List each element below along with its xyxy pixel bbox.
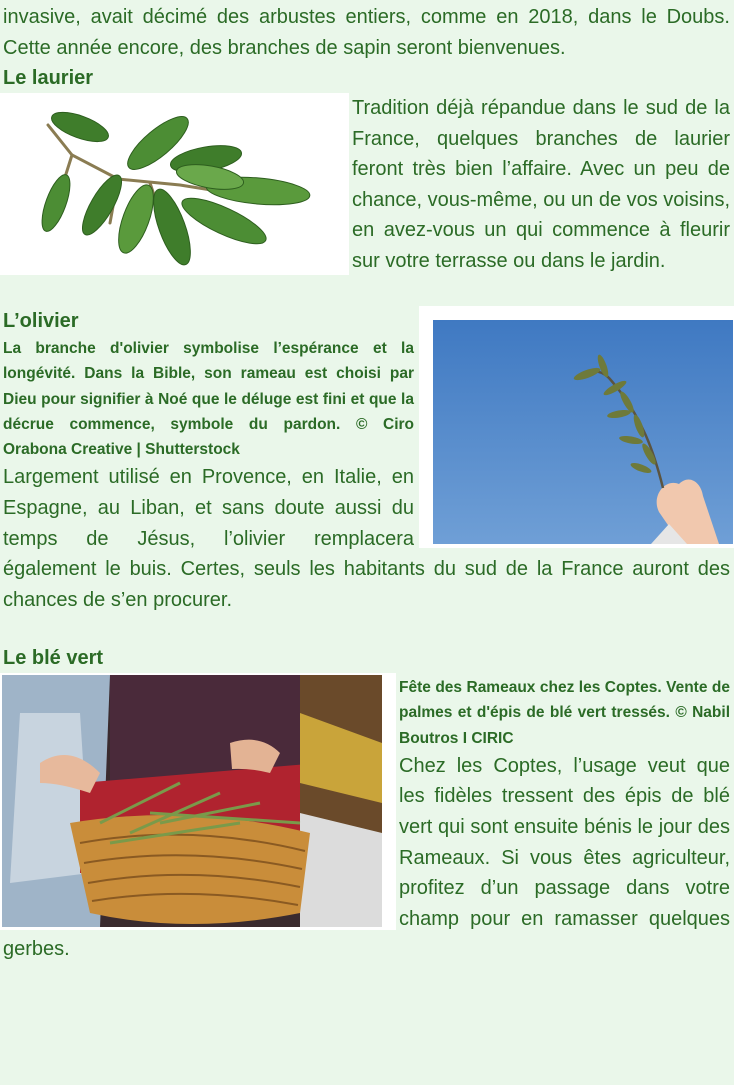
laurier-section [3, 63, 730, 277]
laurier-paragraph: Tradition déjà répandue dans le sud de la France, quelques branches de laurier feront très bien l’affaire. Avec un peu de chance, vous-même, ou un de vos voisins, en avez-vous un qui commence à fleurir sur votre terrasse ou dans le jardin. [352, 97, 730, 272]
olivier-heading: L’olivier [3, 310, 79, 332]
olive-branch-photo [419, 306, 734, 548]
olive-image-frame [419, 306, 734, 548]
ble-paragraph: Chez les Coptes, l’usage veut que les fidèles tressent des épis de blé vert qui sont ensuite bénis le jour des Rameaux. Si vous êtes agriculteur, profitez d’un passage dans votre champ pour en ramasser quelques gerbes. [3, 754, 730, 961]
intro-section [3, 2, 730, 63]
wheat-image-frame [0, 673, 396, 930]
ble-heading: Le blé vert [3, 647, 104, 669]
laurier-heading: Le laurier [3, 67, 94, 89]
laurel-image [0, 93, 349, 275]
coptic-palm-market-photo [0, 673, 396, 930]
ble-section [3, 643, 730, 965]
olivier-section [3, 306, 730, 615]
olivier-paragraph: Largement utilisé en Provence, en Italie, en Espagne, au Liban, et sans doute aussi du temps de Jésus, l’olivier remplacera également le buis. Certes, seuls les habitants du sud de la France auront des chances de s’en procurer. [3, 466, 730, 611]
wheat-photo-caption: Fête des Rameaux chez les Coptes. Vente de palmes et d'épis de blé vert tressés. © Nabil Boutros I CIRIC [399, 679, 730, 747]
laurel-branch-illustration [0, 93, 349, 275]
olive-photo-caption: La branche d'olivier symbolise l’espérance et la longévité. Dans la Bible, son rameau est choisi par Dieu pour signifier à Noé que le déluge est fini et que la décrue commence, symbole du pardon. © Ciro Orabona Creative | Shutterstock [3, 340, 414, 459]
intro-paragraph: invasive, avait décimé des arbustes entiers, comme en 2018, dans le Doubs. Cette année encore, des branches de sapin seront bienvenues. [3, 6, 730, 59]
